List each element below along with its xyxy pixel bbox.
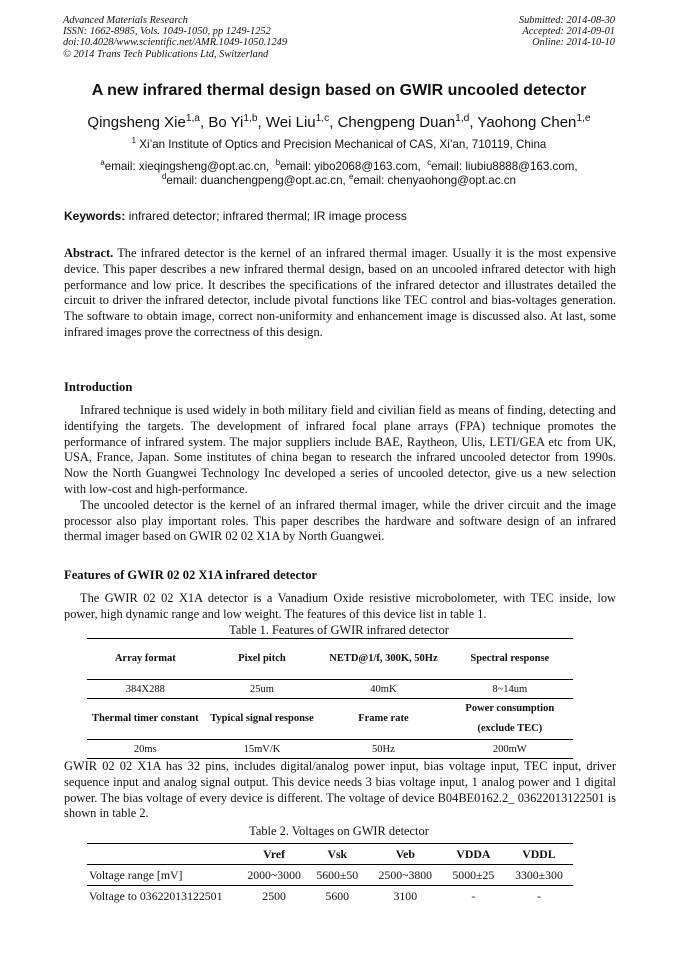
author-name: Chengpeng Duan <box>337 114 456 131</box>
author-sup: 1,e <box>576 113 591 124</box>
table-header-cell: Thermal timer constant <box>92 713 199 724</box>
email-a: email: xieqingsheng@opt.ac.cn, <box>104 160 270 173</box>
online-date: Online: 2014-10-10 <box>532 37 615 49</box>
abstract-text: The infrared detector is the kernel of an infrared thermal imager. Usually it is the most expensive device. This paper describes a new infrared thermal design, based on an uncooled infrared detector with high performance and low price. It describes the specifications of the infrared detector and illustrates detailed the circuit to driver the infrared detector, include pivotal functions like TEC control and bias-voltages generation. The software to obtain image, correct non-uniformity and enhancement image is discussed also. At last, some infrared images prove the correctness of this design. <box>64 246 616 339</box>
table-cell: - <box>536 888 541 903</box>
table-cell: 5000±25 <box>442 865 505 886</box>
table-header-cell <box>87 844 243 865</box>
table-header-cell: Spectral response <box>447 639 573 680</box>
journal-info <box>63 15 287 60</box>
features-heading: Features of GWIR 02 02 X1A infrared detector <box>64 568 318 582</box>
author-name: Yaohong Chen <box>477 114 577 131</box>
abstract <box>64 246 616 341</box>
copyright-line: © 2014 Trans Tech Publications Ltd, Switzerland <box>63 48 269 60</box>
table-header-cell: Power consumption (exclude TEC) <box>465 703 555 734</box>
features-table <box>87 638 573 759</box>
issn-line: ISSN: 1662-8985, Vols. 1049-1050, pp 1249-1252 <box>63 26 271 38</box>
table-header-cell: Array format <box>87 639 204 680</box>
features-paragraph-2: GWIR 02 02 X1A has 32 pins, includes digital/analog power input, bias voltage input, TEC input, driver sequence input and analog signal output. This device needs 3 bias voltage input, 1 analog power and 1 digital power. The bias voltage of every device is different. The voltage of device B04BE0162.2_ 03622013122501 is shown in table 2. <box>64 759 616 821</box>
table-header-cell: Vsk <box>306 844 369 865</box>
affiliation-sup: 1 <box>131 136 137 146</box>
table-header-cell: Typical signal response <box>210 713 314 724</box>
table-header-cell: VDDL <box>505 844 573 865</box>
dates-info <box>519 15 615 49</box>
journal-name: Advanced Materials Research <box>63 15 188 26</box>
submitted-date: Submitted: 2014-08-30 <box>518 15 615 26</box>
introduction-body <box>64 403 616 545</box>
table-header-row <box>87 699 573 740</box>
features-paragraph-1: The GWIR 02 02 X1A detector is a Vanadium Oxide resistive microbolometer, with TEC inside, low power, high dynamic range and low weight. The features of this device list in table 1. <box>64 591 616 621</box>
author-list: Qingsheng Xie$^{1,a}$, Bo Yi$^{1,b}$, Wei Liu$^{1,c}$, Chengpeng Duan$^{1,d}$, Yaohong Chen$^{1,e}$ <box>87 113 591 131</box>
table-cell: 2500 <box>262 888 286 903</box>
paper-title: A new infrared thermal design based on GWIR uncooled detector <box>91 82 587 99</box>
table-header-cell: Pixel pitch <box>204 639 321 680</box>
email-e: email: chenyaohong@opt.ac.cn <box>353 174 516 187</box>
keywords-label: Keywords: <box>64 209 126 223</box>
table-header-cell: VDDA <box>442 844 505 865</box>
table-cell: - <box>471 888 476 903</box>
table-row <box>87 886 573 907</box>
table-header-cell: Frame rate <box>358 713 409 724</box>
table-row <box>87 680 573 699</box>
email-d: email: duanchengpeng@opt.ac.cn, <box>166 174 346 187</box>
table-cell: 384X288 <box>87 680 204 699</box>
table-cell: 25um <box>204 680 321 699</box>
table-cell: 2000~3000 <box>243 865 306 886</box>
table-row <box>87 740 573 759</box>
author-name: Qingsheng Xie <box>87 114 186 131</box>
email-c: email: liubiu8888@163.com, <box>431 160 578 173</box>
author-sup: 1,d <box>455 113 470 124</box>
email-b: email: yibo2068@163.com, <box>280 160 421 173</box>
table-cell: 5600±50 <box>306 865 369 886</box>
table-cell: 200mW <box>447 740 573 759</box>
table-cell: 5600 <box>325 888 350 903</box>
table-header-cell: Veb <box>369 844 442 865</box>
introduction-heading: Introduction <box>64 380 133 394</box>
accepted-date: Accepted: 2014-09-01 <box>522 26 615 38</box>
voltages-table <box>87 843 573 906</box>
table-cell: 40mK <box>320 680 446 699</box>
abstract-label: Abstract. <box>64 246 114 260</box>
doi-line: doi:10.4028/www.scientific.net/AMR.1049-1050.1249 <box>63 37 288 49</box>
author-name: Wei Liu <box>265 114 316 131</box>
table-cell: 20ms <box>87 740 204 759</box>
table-cell: 3100 <box>393 888 418 903</box>
table-cell: 8~14um <box>447 680 573 699</box>
table-cell: 2500~3800 <box>369 865 442 886</box>
table-header-cell: NETD@1/f, 300K, 50Hz <box>320 639 446 680</box>
affiliation-text: Xi’an Institute of Optics and Precision Mechanical of CAS, Xi’an, 710119, China <box>139 138 547 151</box>
author-sup: 1,a <box>185 113 200 124</box>
table-header-cell: Vref <box>243 844 306 865</box>
table-cell: Voltage to 03622013122501 <box>89 888 223 903</box>
affiliation <box>0 138 678 151</box>
keywords <box>64 209 616 223</box>
table1-caption: Table 1. Features of GWIR infrared detector <box>229 623 449 637</box>
table-cell: Voltage range [mV] <box>87 865 243 886</box>
table-header-row <box>87 844 573 865</box>
table-header-row <box>87 639 573 680</box>
author-sup: 1,b <box>243 113 258 124</box>
author-name: Bo Yi <box>208 114 244 131</box>
table-cell: 50Hz <box>320 740 446 759</box>
table2-caption: Table 2. Voltages on GWIR detector <box>249 824 429 838</box>
author-sup: 1,c <box>315 113 330 124</box>
table-cell: 15mV/K <box>204 740 321 759</box>
table-cell: 3300±300 <box>505 865 573 886</box>
introduction-paragraph-2: The uncooled detector is the kernel of an infrared thermal imager, while the driver circuit and the image processor also play important roles. This paper describes the hardware and software design of an infrared thermal imager based on GWIR 02 02 X1A by North Guangwei. <box>64 497 616 544</box>
introduction-paragraph-1: Infrared technique is used widely in both military field and civilian field as means of finding, detecting and identifying the targets. The development of infrared focal plane arrays (FPA) technique promotes the performance of infrared system. The major suppliers include BAE, Raytheon, Ulis, LETI/GEA etc from UK, USA, France, Japan. Some institutes of china began to research the infrared uncooled detector from 1990s. Now the North Guangwei Technology Inc developed a series of uncooled detector, give us a new selection with low-cost and high-performance. <box>64 403 616 496</box>
email-list: $^a$email: xieqingsheng@opt.ac.cn, $^b$email: yibo2068@163.com, $^c$email: liubiu8888@163.com, $^d$email: duanchengpeng@opt.ac.cn, $^e$email: chenyaohong@opt.ac.cn <box>100 158 578 187</box>
keywords-text: infrared detector; infrared thermal; IR image process <box>128 209 407 223</box>
table-row <box>87 865 573 886</box>
